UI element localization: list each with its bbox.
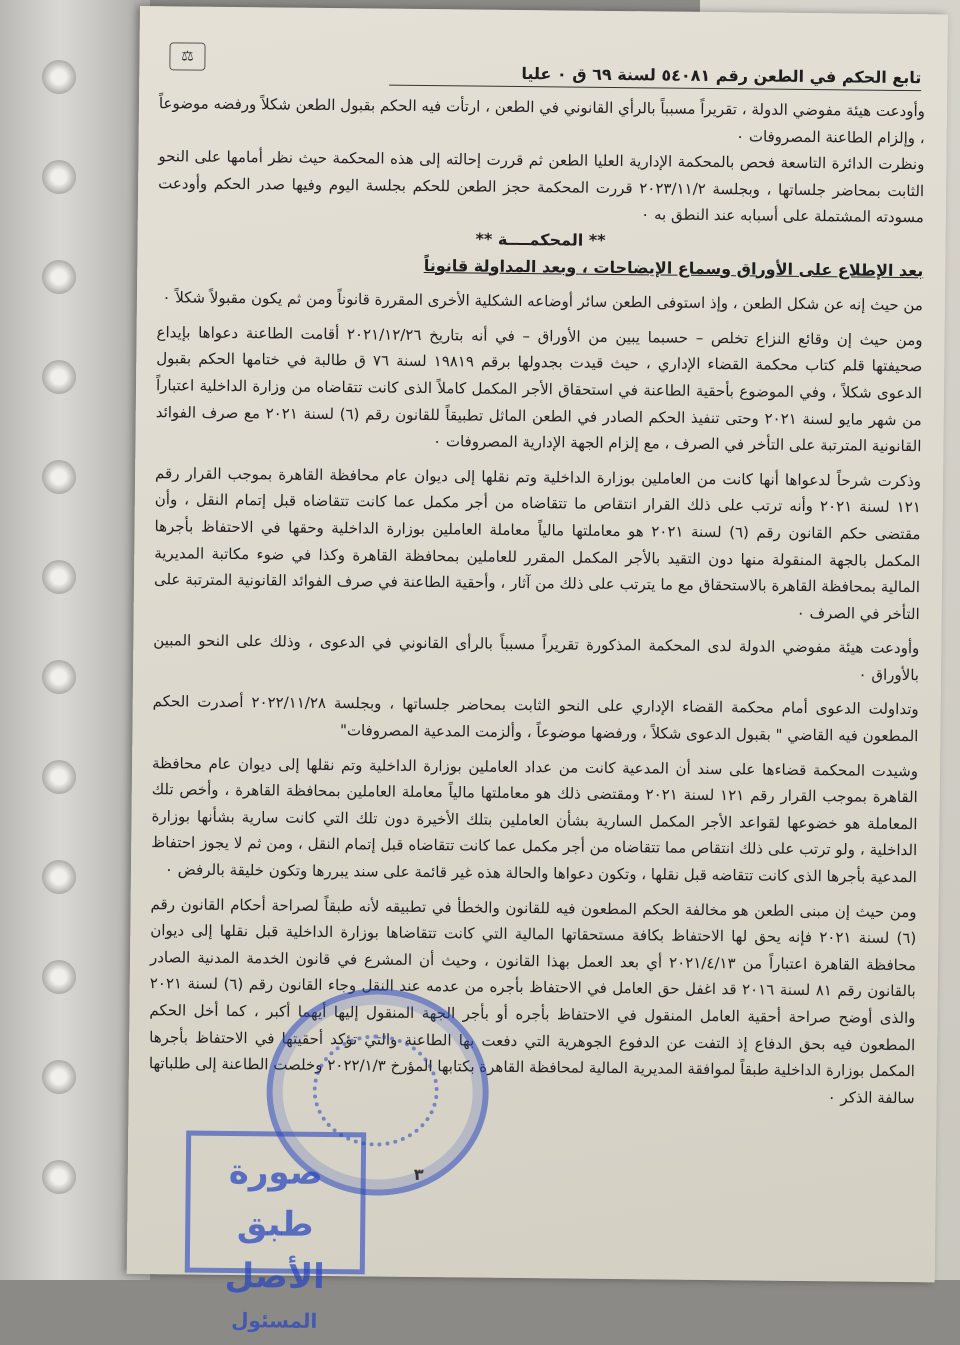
binder-hole	[42, 1060, 76, 1094]
paragraph: وذكرت شرحاً لدعواها أنها كانت من العاملين بوزارة الداخلية وتم نقلها إلى ديوان عام محافظة القاهرة بموجب القرار رقم ١٢١ لسنة ٢٠٢١ وأنه ترتب على ذلك القرار انتقاص ما تتقاضاه من أجر مكمل عما كانت تتقاضاه قبل إتمام النقل ، وأن مقتضى حكم القانون رقم (٦) لسنة ٢٠٢١ هو معاملتها مالياً معاملة العاملين بوزارة الداخلية وحقها في الاحتفاظ بأجرها المكمل بالجهة المنقولة منها دون التقيد بالأجر المكمل المقرر للعاملين بمحافظة القاهرة وكذا في ضوء مكاتبة المديرية المالية بمحافظة القاهرة بالاستحقاق مع ما يترتب على ذلك من آثار ، وأحقية الطاعنة في صرف الفوائد القانونية المترتبة على التأخر في الصرف ٠	[153, 463, 922, 623]
binder-hole	[42, 860, 76, 894]
page-header: تابع الحكم في الطعن رقم ٥٤٠٨١ لسنة ٦٩ ق ٠ عليا	[389, 63, 921, 92]
binder-hole	[42, 760, 76, 794]
intro-paragraph: وأودعت هيئة مفوضي الدولة ، تقريراً مسبباً بالرأي القانوني في الطعن ، ارتأت فيه الحكم بقبول الطعن شكلاً ورفضه موضوعاً ، وإلزام الطاعنة المصروفات ٠	[158, 94, 926, 147]
stamp-subtext: المسئول	[231, 1308, 318, 1333]
document-page	[127, 6, 948, 1333]
binder-hole	[42, 660, 76, 694]
page-number: ٣	[413, 1164, 424, 1185]
binder-hole	[42, 60, 76, 94]
binder-hole	[42, 1160, 76, 1194]
certified-copy-stamp	[185, 1131, 366, 1333]
binder-hole	[42, 360, 76, 394]
court-logo-icon: ⚖	[169, 42, 205, 70]
binder-hole	[42, 960, 76, 994]
paragraph: وتداولت الدعوى أمام محكمة القضاء الإداري على النحو الثابت بمحاضر جلساتها ، وبجلسة ٢٠٢٢/١١/٢٨ أصدرت الحكم المطعون فيه القاضي " بقبول الدعوى شكلاً ، ورفضها موضوعاً ، وألزمت المدعية المصروفات"	[152, 692, 919, 746]
binder-hole	[42, 260, 76, 294]
paragraph: ومن حيث إن مبنى الطعن هو مخالفة الحكم المطعون فيه للقانون والخطأ في تطبيقه لأنه طبقاً لصراحة أحكام القانون رقم (٦) لسنة ٢٠٢١ فإنه يحق لها الاحتفاظ بكافة مستحقاتها المالية التي كانت تتقاضاها بوزارة الداخلية قبل نقلها إلى ديوان محافظة القاهرة اعتباراً من ٢٠٢١/٤/١٣ أي بعد العمل بهذا القانون ، وحيث أن المشرع في قانون الخدمة المدنية الصادر بالقانون رقم ٨١ لسنة ٢٠١٦ قد اغفل حق العامل في الاحتفاظ بأجره من عدمه عند النقل وجاء القانون رقم (٦) لسنة ٢٠٢١ والذى أوضح صراحة أحقية العامل المنقول في الاحتفاظ بأجره أو بأجر الجهة المنقول إليها أيهما أكبر ، كما أخل الحكم المطعون فيه بحق الدفاع إذ التفت عن الدفوع الجوهرية التي دفعت بها الطاعنة والتي تؤكد أحقيتها في الاحتفاظ بأجرها المكمل بوزارة الداخلية طبقاً لموافقة المديرية المالية لمحافظة القاهرة بكتابها المؤرخ ٢٠٢٢/١/٣ وخلصت الطاعنة إلى طلباتها سالفة الذكر ٠	[148, 894, 917, 1107]
document-body	[149, 90, 926, 1111]
paragraph: وأودعت هيئة مفوضي الدولة لدى المحكمة المذكورة تقريراً مسبباً بالرأى القانوني في الدعوى ، وذلك على النحو المبين بالأوراق ٠	[153, 631, 920, 685]
paragraph: وشيدت المحكمة قضاءها على سند أن المدعية كانت من عداد العاملين بوزارة الداخلية وتم نقلها إلى ديوان عام محافظة القاهرة بموجب القرار رقم ١٢١ لسنة ٢٠٢١ ومقتضى ذلك هو معاملتها مالياً معاملة العاملين بمحافظة القاهرة ، وأخص تلك المعاملة هو خضوعها لقواعد الأجر المكمل السارية بشأن العاملين بتلك الأخيرة دون تلك التي كانت سارية بشأنها بوزارة الداخلية ، ولو ترتب على ذلك انتقاص مما تتقاضاه من أجر مكمل عما كانت تتقاضاه قبل إتمام النقل ، ومن ثم لا يجوز احتفاظ المدعية بأجرها الذى كانت تتقاضه قبل نقلها ، وتكون دعواها والحالة هذه غير قائمة على سند يبررها وتكون خليقة بالرفض ٠	[151, 753, 919, 887]
binder-hole	[42, 460, 76, 494]
binder-hole	[42, 160, 76, 194]
intro-paragraph: ونظرت الدائرة التاسعة فحص بالمحكمة الإدارية العليا الطعن ثم قررت إحالته إلى هذه المحكمة حيث نظر أمامها على النحو الثابت بمحاضر جلساتها ، وبجلسة ٢٠٢٣/١١/٢ قررت المحكمة حجز الطعن للحكم بجلسة اليوم وفيها صدر الحكم وأودعت مسودته المشتملة على أسبابه عند النطق به ٠	[158, 147, 925, 227]
plastic-sleeve	[0, 0, 150, 1280]
stamp-text: صورة طبق الأصل	[224, 1151, 326, 1298]
paragraph: ومن حيث إن وقائع النزاع تخلص – حسبما يبين من الأوراق – في أنه بتاريخ ٢٠٢١/١٢/٢٦ أقامت الطاعنة دعواها بإيداع صحيفتها قلم كتاب محكمة القضاء الإداري ، حيث قيدت بجدولها برقم ١٩٨١٩ لسنة ٧٦ ق طالبة في ختامها الحكم بقبول الدعوى شكلاً ، وفي الموضوع بأحقية الطاعنة في استحقاق الأجر المكمل كاملاً الذى كانت تتقاضاه من وزارة الداخلية اعتباراً من شهر مايو لسنة ٢٠٢١ وحتى تنفيذ الحكم الصادر في الطعن الماثل تطبيقاً للقانون رقم (٦) لسنة ٢٠٢١ مع صرف الفوائد القانونية المترتبة على التأخر في الصرف ، مع إلزام الجهة الإدارية المصروفات ٠	[155, 322, 923, 456]
section-title: ** المحكمــــة **	[475, 229, 606, 250]
paragraph: من حيث إنه عن شكل الطعن ، وإذ استوفى الطعن سائر أوضاعه الشكلية الأخرى المقررة قانوناً ومن ثم يكون مقبولاً شكلاً ٠	[162, 288, 924, 315]
opening-line: بعد الإطلاع على الأوراق وسماع الإيضاحات ، وبعد المداولة قانوناً	[423, 255, 924, 280]
binder-hole	[42, 560, 76, 594]
